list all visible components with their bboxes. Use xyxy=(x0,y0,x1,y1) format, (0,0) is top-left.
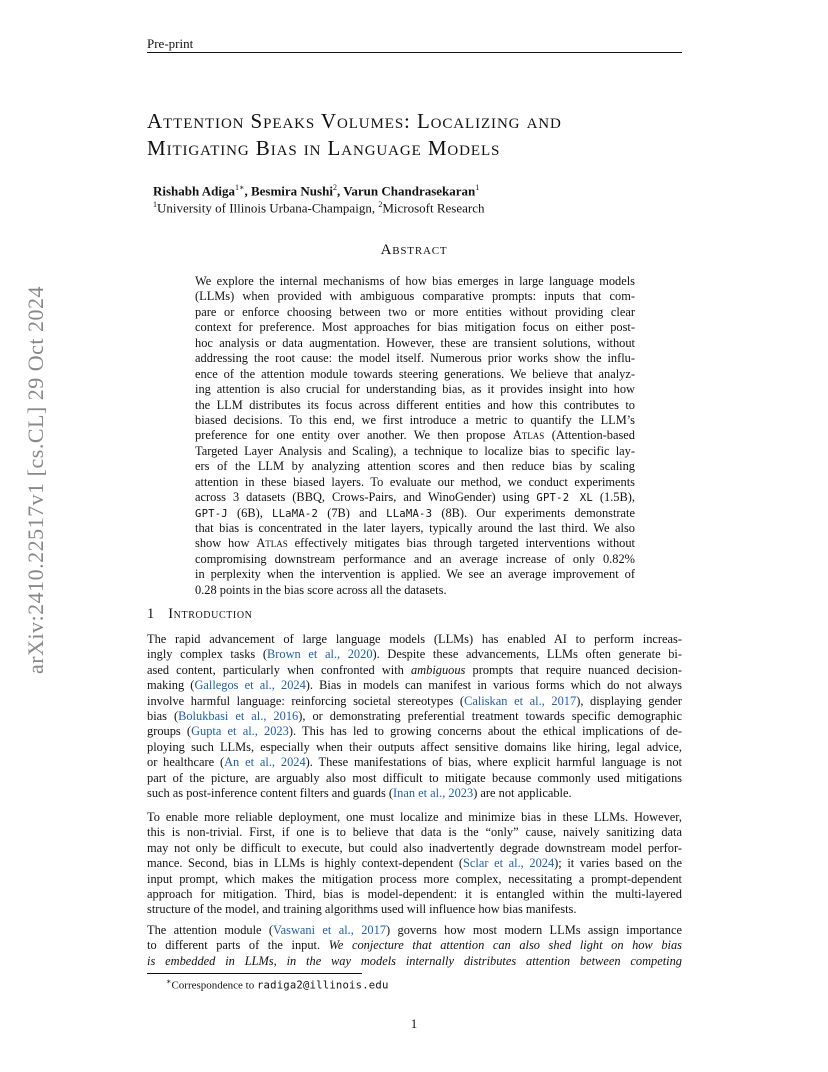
author-affil-mark: 1 xyxy=(475,183,480,192)
abstract-line: attention in these biased layers. To evaluate our method, we conduct experiments xyxy=(195,474,635,489)
section-heading xyxy=(147,606,253,623)
text-line xyxy=(147,786,682,801)
title-line-1: Attention Speaks Volumes: Localizing and xyxy=(147,109,562,133)
arxiv-identifier: arXiv:2410.22517v1 [cs.CL] 29 Oct 2024 xyxy=(23,285,48,675)
text-span: involve harmful language: reinforcing societal stereotypes ( xyxy=(147,693,465,708)
text-line xyxy=(147,694,682,709)
citation-link[interactable]: Sclar et al., 2024 xyxy=(463,856,555,871)
affiliation: University of Illinois Urbana-Champaign, xyxy=(157,200,376,216)
model-name: LLaMA-2 xyxy=(272,507,319,520)
text-span: ) are not applicable. xyxy=(473,785,572,800)
abstract-line: (LLMs) when provided with ambiguous comparative prompts: inputs that com- xyxy=(195,289,635,304)
citation-link[interactable]: An et al., 2024 xyxy=(224,755,306,770)
abstract-line xyxy=(195,490,635,505)
abstract-line: We explore the internal mechanisms of how bias emerges in large language models xyxy=(195,274,635,288)
footnote-text: Correspondence to xyxy=(171,979,255,992)
text-span: to different parts of the input. xyxy=(147,938,321,953)
author-affil-mark: 1∗ xyxy=(235,183,245,192)
abstract-line: addressing the root cause: the model itself. Numerous prior works show the influ- xyxy=(195,351,635,366)
abstract-line: hoc analysis or data augmentation. However, these are transient solutions, without xyxy=(195,335,635,350)
abstract-line xyxy=(195,536,635,551)
text-line xyxy=(147,954,682,969)
abstract-line: pare or enforce choosing between two or more entities without providing clear xyxy=(195,304,635,319)
text-line: structure of the model, and training algorithms used will influence how bias manifests. xyxy=(147,902,577,917)
text-line xyxy=(147,678,682,693)
author-affil-mark: 2 xyxy=(332,183,337,192)
citation-link[interactable]: Caliskan et al., 2017 xyxy=(464,693,577,708)
model-name: LLaMA-3 xyxy=(386,507,433,520)
title-line-2: Mitigating Bias in Language Models xyxy=(147,136,501,160)
footnote-mark: ∗ xyxy=(166,977,172,986)
citation-link[interactable]: Gupta et al., 2023 xyxy=(191,724,289,739)
text-line xyxy=(147,755,682,770)
abstract-text: (8B). Our experiments demonstrate xyxy=(441,505,635,520)
author-name: Varun Chandrasekaran xyxy=(343,183,476,199)
emphasis: We conjecture that attention can also shed light on how bias xyxy=(328,938,683,953)
text-line: To enable more reliable deployment, one must localize and minimize bias in these LLMs. However, xyxy=(147,810,682,824)
model-name: GPT-J xyxy=(195,507,228,520)
text-line: ploying such LLMs, especially when their outputs affect sensitive domains like hiring, legal advice, xyxy=(147,739,682,754)
text-line: The rapid advancement of large language models (LLMs) has enabled AI to perform increas- xyxy=(147,632,682,646)
abstract-line: ing attention is also crucial for understanding bias, as it provides insight into how xyxy=(195,382,635,397)
text-line xyxy=(147,724,682,739)
citation-link[interactable]: Brown et al., 2020 xyxy=(266,647,373,662)
text-span: ). These manifestations of bias, where explicit harmful language is not xyxy=(305,755,682,770)
affiliation: Microsoft Research xyxy=(382,200,485,216)
author-list: Rishabh Adiga$^{1∗}$, Besmira Nushi$^2$, Varun Chandrasekaran$^1$ xyxy=(153,183,480,199)
intro-paragraph-1 xyxy=(147,632,682,801)
abstract-body xyxy=(195,274,635,598)
text-line: this is non-trivial. First, if one is to believe that data is the “only” cause, naively sanitizing data xyxy=(147,825,682,840)
text-span: making ( xyxy=(147,678,195,693)
text-span: ingly complex tasks ( xyxy=(147,647,267,662)
abstract-text: (1.5B), xyxy=(599,490,635,505)
abstract-text: (6B), xyxy=(237,505,263,520)
abstract-line: context for preference. Most approaches for bias mitigation focus on either post- xyxy=(195,320,635,335)
section-number: 1 xyxy=(147,606,155,622)
text-line xyxy=(147,938,682,953)
text-span: ); it varies based on the xyxy=(554,856,682,871)
abstract-text: preference for one entity over another. We then propose xyxy=(195,428,506,443)
text-span: or healthcare ( xyxy=(147,755,225,770)
text-line xyxy=(147,856,682,871)
affil-mark: 2 xyxy=(378,200,383,209)
footnote xyxy=(166,977,389,992)
abstract-text: show how xyxy=(195,536,250,551)
page-number: 1 xyxy=(410,1016,418,1031)
abstract-line: biased decisions. To this end, we first introduce a metric to quantify the LLM’s xyxy=(195,412,635,427)
text-span: ). Despite these advancements, LLMs often generate bi- xyxy=(372,647,682,662)
abstract-line xyxy=(195,428,635,443)
author-name: Rishabh Adiga xyxy=(153,183,236,199)
text-span: mance. Second, bias in LLMs is highly context-dependent ( xyxy=(147,856,464,871)
emphasis: is embedded in LLMs, in the way models internally distributes attention between competing xyxy=(147,953,682,968)
text-span: ased content, particularly when confronted with xyxy=(147,662,404,677)
text-span: groups ( xyxy=(147,724,192,739)
text-span: prompts that require nuanced decision- xyxy=(472,662,682,677)
text-line xyxy=(147,663,682,678)
affil-mark: 1 xyxy=(153,200,157,209)
footnote-email[interactable]: radiga2@illinois.edu xyxy=(256,979,389,992)
running-header: Pre-print xyxy=(147,36,194,51)
abstract-line: ers of the LLM by analyzing attention scores and then reduce bias by scaling xyxy=(195,459,635,474)
footnote-rule xyxy=(147,973,362,974)
text-line: part of the picture, are arguably also most difficult to mitigate because commonly used mitigations xyxy=(147,770,682,785)
text-line: input prompt, which makes the mitigation process more complex, necessitating a prompt-dependent xyxy=(147,871,682,886)
abstract-line: the LLM distributes its focus across different entities and how this contributes to xyxy=(195,397,635,412)
abstract-line: compromising downstream performance and an average increase of only 0.82% xyxy=(195,551,635,566)
section-title: Introduction xyxy=(168,606,253,622)
abstract-line: Targeted Layer Analysis and Scaling), a technique to localize bias to specific lay- xyxy=(195,443,635,458)
text-span: ). This has led to growing concerns about the ethical implications of de- xyxy=(288,724,682,739)
abstract-heading: Abstract xyxy=(380,242,448,258)
header-rule xyxy=(147,52,682,53)
intro-paragraph-3 xyxy=(147,923,682,969)
citation-link[interactable]: Bolukbasi et al., 2016 xyxy=(178,708,299,723)
method-name: Atlas xyxy=(512,428,545,443)
text-span: ) governs how most modern LLMs assign importance xyxy=(386,923,682,937)
text-span: ), displaying gender xyxy=(576,693,683,708)
intro-paragraph-2 xyxy=(147,810,682,918)
text-span: bias ( xyxy=(147,708,179,723)
emphasis: ambiguous xyxy=(410,662,466,677)
method-name: Atlas xyxy=(256,536,288,551)
citation-link[interactable]: Inan et al., 2023 xyxy=(393,785,474,800)
abstract-line: that bias is concentrated in the later layers, typically around the last third. We also xyxy=(195,521,635,535)
text-span: such as post-inference content filters and guards ( xyxy=(147,785,394,800)
text-span: ). Bias in models can manifest in various forms which do not always xyxy=(305,678,682,693)
paper-title xyxy=(147,108,687,162)
text-line: approach for mitigation. Third, bias is model-dependent: it is entangled within the multi-layered xyxy=(147,886,682,901)
text-line xyxy=(147,647,682,662)
text-line xyxy=(147,923,682,938)
abstract-text: (Attention-based xyxy=(551,428,635,443)
text-line: may not only be difficult to execute, but could also inadvertently degrade downstream model perfor- xyxy=(147,840,682,855)
text-span: ), or demonstrating preferential treatment towards specific demographic xyxy=(298,708,682,723)
text-line xyxy=(147,709,682,724)
citation-link[interactable]: Vaswani et al., 2017 xyxy=(273,923,387,937)
abstract-text: across 3 datasets (BBQ, Crows-Pairs, and WinoGender) using xyxy=(195,490,530,505)
author-name: Besmira Nushi xyxy=(250,183,333,199)
abstract-line: in perplexity when the intervention is applied. We see an average improvement of xyxy=(195,567,635,582)
affiliations xyxy=(153,200,485,216)
abstract-text: (7B) and xyxy=(327,505,377,520)
abstract-text: effectively mitigates bias through targeted interventions without xyxy=(294,536,635,551)
text-span: The attention module ( xyxy=(147,923,274,937)
abstract-line xyxy=(195,506,635,521)
abstract-line: ence of the attention module towards steering generations. We believe that analyz- xyxy=(195,366,635,381)
citation-link[interactable]: Gallegos et al., 2024 xyxy=(194,678,306,693)
abstract-line: 0.28 points in the bias score across all the datasets. xyxy=(195,582,447,597)
model-name: GPT-2 XL xyxy=(536,492,593,505)
